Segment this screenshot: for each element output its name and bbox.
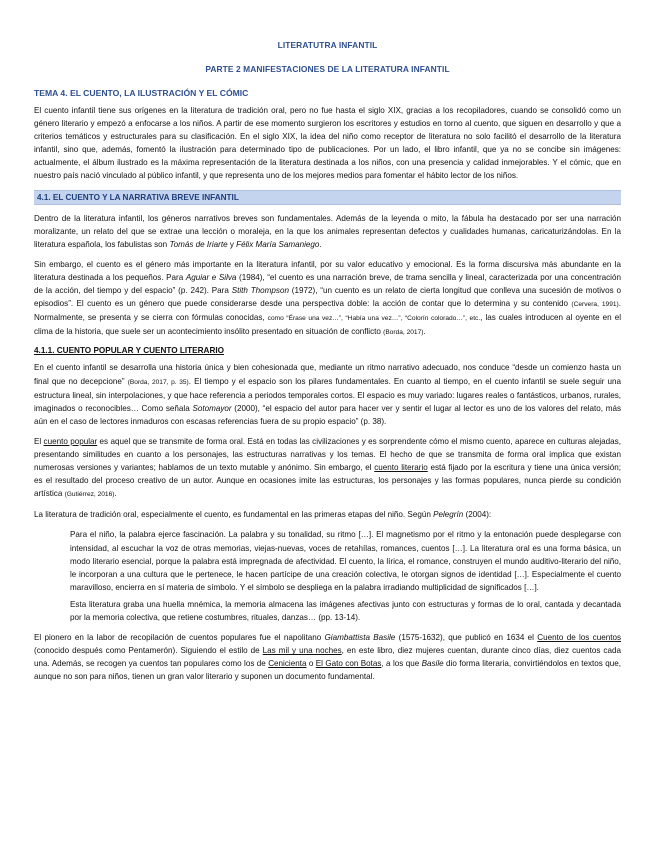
text-run: o [306, 659, 316, 669]
text-run: dio forma literaria, convirtiéndolos en textos que, aunque no son para niños, tienen un gran valor literario y suponen un documento fundamental. [34, 659, 621, 682]
text-run: (2004): [463, 510, 492, 520]
document-title: LITERATUTRA INFANTIL [277, 40, 378, 50]
cuento-definition-paragraph [34, 258, 621, 340]
document-subtitle: PARTE 2 MANIFESTACIONES DE LA LITERATURA INFANTIL [205, 64, 450, 74]
tradicion-oral-paragraph [34, 508, 621, 521]
title-cuento-de-los-cuentos: Cuento de los cuentos [537, 633, 622, 643]
title-cenicienta: Cenicienta [268, 659, 307, 669]
author-pelegrin: Pelegrín [433, 510, 464, 520]
text-run: y [227, 239, 237, 249]
text-run: . [114, 489, 117, 499]
text-run: El pionero en la labor de recopilación de cuentos populares fue el napolitano [34, 633, 325, 643]
citation: (Gutiérrez, 2016) [64, 491, 115, 499]
text-run: , en este libro, diez mujeres cuentan, durante cinco días, diez cuentos cada una. Además, se recogen ya cuentos tan populares como los de [34, 646, 621, 669]
author-samaniego: Félix María Samaniego [236, 239, 320, 249]
text-run: Sin embargo, el cuento es el género más importante en la literatura infantil, por su valor educativo y emocional. Es la forma discursiva más abundante en la literatura destinada a los pequeños. Para [34, 259, 621, 282]
fabula-paragraph [34, 212, 621, 251]
term-cuento-literario: cuento literario [374, 463, 428, 473]
text-run: (conocido después como Pentamerón). Siguiendo el estilo de [34, 646, 263, 656]
block-quote-2: Esta literatura graba una huella mnémica, la memoria almacena las imágenes afectivas junto con estructuras y formas de lo oral, cantada y decantada por la memoria colectiva, que retiene costumbres, rituales, danzas… (pp. 13-14). [70, 599, 621, 622]
author-stith: Stith Thompson [231, 286, 289, 296]
formulas-examples: como “Érase una vez…”, “Había una vez…”, “Colorín colorado…”, etc. [267, 315, 481, 323]
author-iriarte: Tomás de Iriarte [169, 239, 228, 249]
basile-paragraph [34, 631, 621, 683]
text-run: La literatura de tradición oral, especialmente el cuento, es fundamental en las primeras etapas del niño. Según [34, 510, 434, 520]
tiempo-espacio-paragraph [34, 361, 621, 427]
text-run: (1575-1632), que publicó en 1634 el [395, 633, 538, 643]
block-quote-1: Para el niño, la palabra ejerce fascinación. La palabra y su tonalidad, su ritmo […]. El magnetismo por el ritmo y la entonación puede desplegarse con intensidad, al escuchar la voz de otras memorias, viejas-nuevas, voces de retahílas, romances, cuentos […]. La literatura oral es una forma básica, un modo literario esencial, porque la palabra está impregnada de afectividad. El cuento, la lírica, el romance, construyen el mundo auditivo-literario del niño, le incorporan a una cultura que le pertenece, le hacen partícipe de una creación colectiva, le otorgan signos de identidad […]. Especialmente el cuento maravilloso, encierra en sí materia de símbolo. Y el símbolo se despliega en la palabra irradiando multiplicidad de significados […]. [70, 530, 621, 592]
text-run: (2000), “el espacio del autor para hacer ver y sentir el lugar al lector es uno de los valores del relato, más aún en el caso de lectores inmaduros con escasas referencias fuera de su propio espacio” (p. 38). [34, 403, 621, 426]
citation: (Borda, 2017, p. 35) [127, 378, 189, 386]
intro-paragraph: El cuento infantil tiene sus orígenes en la literatura de tradición oral, pero no fue hasta el siglo XIX, gracias a los recopiladores, cuando se consolidó como un género literario y empezó a enfocarse a los niños. A partir de ese momento surgieron los escritores y estudios en torno al cuento, que siguen en desarrollo y que a criterios temáticos y estructurales para su clasificación. En el siglo XIX, la idea del niño como receptor de literatura no solo facilitó el desarrollo de la literatura infantil, sino que, además, fomentó la ilustración para determinado tipo de publicaciones. Por un lado, el libro infantil, que ya no se concibe sin imágenes: actualmente, el álbum ilustrado es la máxima representación de la literatura destinada a los niños, con una presencia y calidad inmejorables. Y el cómic, que en nuestro país nació vinculado al público infantil, y que representa uno de los mejores medios para fomentar el hábito lector de los niños. [34, 106, 621, 181]
theme-heading: TEMA 4. EL CUENTO, LA ILUSTRACIÓN Y EL CÓMIC [34, 88, 249, 98]
text-run: (1984), “el cuento es una narración breve, de trama sencilla y lineal, caracterizada por una concentración de la acción, del tiempo y del espacio” (p. 242). Para [34, 272, 621, 296]
text-run: . [319, 239, 322, 249]
author-basile: Giambattista Basile [324, 633, 396, 643]
text-run: , las cuales introducen al oyente en el clima de la historia, que suele ser un acontecimiento insólito presentado en situación de conflicto [34, 313, 621, 337]
text-run: , a los que [381, 659, 422, 669]
author-basile-2: Basile [421, 659, 444, 669]
citation: (Cervera, 1991) [571, 301, 619, 309]
section-heading-4-1: 4.1. EL CUENTO Y LA NARRATIVA BREVE INFANTIL [34, 190, 621, 205]
author-aguiar: Aguiar e Silva [185, 272, 237, 282]
citation: (Borda, 2017) [383, 329, 424, 337]
section-heading-4-1-1: 4.1.1. CUENTO POPULAR Y CUENTO LITERARIO [34, 346, 225, 356]
term-cuento-popular: cuento popular [43, 436, 98, 446]
text-run: está fijado por la escritura y tiene una única versión; es el resultado del proceso creativo de un autor. Aunque en ocasiones imite las estructuras, los personajes y las formas populares, nunca pierde su condición artística [34, 463, 621, 499]
author-sotomayor: Sotomayor [192, 403, 232, 413]
text-run: (1972), “un cuento es un relato de cierta longitud que conlleva una sucesión de motivos o episodios”. El cuento es un género que puede considerarse desde una perspectiva doble: la acción de contar que lo determina y su contenido [34, 286, 621, 309]
text-run: Dentro de la literatura infantil, los géneros narrativos breves son fundamentales. Además de la leyenda o mito, la fábula ha destacado por ser una narración moralizante, un relato del que se extrae una lección o moraleja, en la que los animales representan defectos y cualidades humanas, caricaturizándolas. En la literatura española, los fabulistas son [34, 213, 621, 249]
text-run: . [423, 327, 426, 337]
text-run: . Normalmente, se presenta y se cierra con fórmulas conocidas, [34, 299, 621, 323]
text-run: El [34, 436, 44, 446]
text-run: . El tiempo y el espacio son los pilares fundamentales. En cuanto al tiempo, en el cuento infantil se suele seguir una estructura lineal, sin interpolaciones, y que hace referencia a periodos temporales cortos. El espacio es muy variado: lugares reales o fantásticos, urbanos, rurales, imaginados o reconocibles… Como señala [34, 376, 621, 413]
text-run: es aquel que se transmite de forma oral. Está en todas las civilizaciones y es sorprendente cómo el mismo cuento, aparece en culturas alejadas, presentando similitudes en cuanto a los personajes, las estructuras narrativas y los temas. El hecho de que se transmita de forma oral implica que existan numerosas versiones y variantes; hablamos de un texto mutable y anónimo. Sin embargo, el [34, 436, 621, 473]
popular-literario-paragraph [34, 435, 621, 501]
text-run: En el cuento infantil se desarrolla una historia única y bien cohesionada que, mediante un ritmo narrativo adecuado, nos conduce “desde un comienzo hasta un final que no decepcione” [34, 363, 621, 386]
title-mil-y-una-noches: Las mil y una noches [262, 646, 342, 656]
title-gato-con-botas: El Gato con Botas [315, 659, 382, 669]
